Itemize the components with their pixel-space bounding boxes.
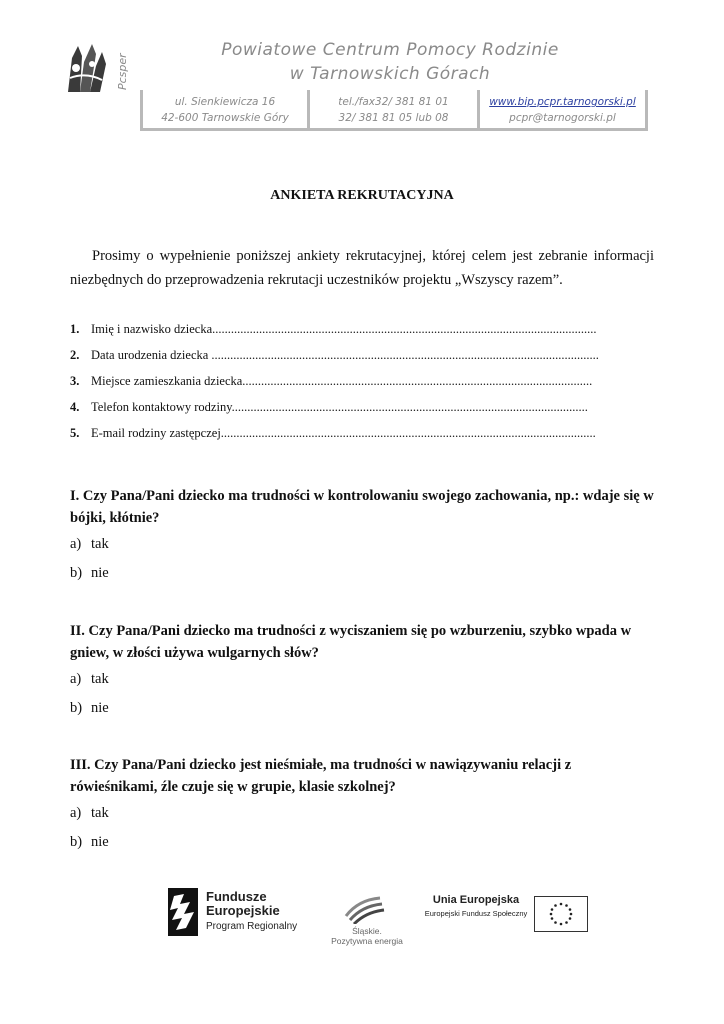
field-label: Miejsce zamieszkania dziecka................................................................................................................ bbox=[91, 374, 593, 388]
field-email bbox=[70, 426, 654, 452]
fe-line3: Program Regionalny bbox=[206, 921, 298, 932]
question-1: I. Czy Pana/Pani dziecko ma trudności w kontrolowaniu swojego zachowania, np.: wdaje się w bójki, kłótnie? bbox=[70, 488, 654, 526]
option-letter: a) bbox=[70, 671, 82, 687]
eu-flag-icon bbox=[534, 896, 588, 932]
question-2-options bbox=[70, 671, 370, 729]
address-line2: 42-600 Tarnowskie Góry bbox=[161, 112, 289, 124]
option-letter: b) bbox=[70, 565, 83, 581]
funding-logos-footer bbox=[150, 880, 590, 956]
fundusze-europejskie-logo-icon bbox=[166, 886, 200, 938]
field-birth-date bbox=[70, 348, 654, 374]
field-number: 2. bbox=[70, 348, 80, 362]
field-label: Imię i nazwisko dziecka........................................................................................................................... bbox=[91, 322, 597, 336]
pcpr-logo-vertical-text bbox=[104, 40, 134, 92]
option-item[interactable] bbox=[70, 700, 370, 729]
field-label: E-mail rodziny zastępczej........................................................................................................................ bbox=[91, 426, 596, 440]
ue-line1: Unia Europejska bbox=[432, 894, 520, 906]
option-label: nie bbox=[91, 834, 109, 850]
option-item[interactable] bbox=[70, 805, 370, 834]
slaskie-line1: Śląskie. bbox=[352, 926, 382, 936]
fe-line2: Europejskie bbox=[206, 903, 280, 918]
question-3: III. Czy Pana/Pani dziecko jest nieśmiałe, ma trudności w nawiązywaniu relacji z rówieśnikami, źle czuje się w grupie, klasie szkolnej? bbox=[70, 757, 572, 795]
letterhead bbox=[0, 0, 724, 140]
option-label: tak bbox=[91, 671, 109, 687]
field-label: Data urodzenia dziecka ............................................................................................................................ bbox=[91, 348, 599, 362]
option-letter: b) bbox=[70, 834, 83, 850]
address-cell bbox=[140, 90, 310, 128]
slaskie-text bbox=[322, 926, 412, 946]
contact-bar bbox=[140, 90, 648, 131]
field-child-name bbox=[70, 322, 654, 348]
field-phone bbox=[70, 400, 654, 426]
phone-line2: 32/ 381 81 05 lub 08 bbox=[338, 112, 449, 124]
org-name-line2: w Tarnowskich Górach bbox=[289, 64, 491, 84]
web-cell bbox=[480, 90, 648, 128]
personal-data-fields bbox=[70, 322, 654, 452]
slaskie-logo-icon bbox=[340, 894, 388, 924]
website-link[interactable]: www.bip.pcpr.tarnogorski.pl bbox=[489, 96, 636, 108]
ue-line2: Europejski Fundusz Społeczny bbox=[424, 909, 528, 918]
address-line1: ul. Sienkiewicza 16 bbox=[174, 96, 276, 108]
option-label: tak bbox=[91, 536, 109, 552]
phone-cell bbox=[310, 90, 480, 128]
field-number: 4. bbox=[70, 400, 80, 414]
organization-name bbox=[150, 38, 630, 86]
phone-line1: tel./fax32/ 381 81 01 bbox=[338, 96, 449, 108]
org-name-line1: Powiatowe Centrum Pomocy Rodzinie bbox=[221, 40, 559, 60]
fundusze-europejskie-text bbox=[206, 890, 297, 932]
option-item[interactable] bbox=[70, 671, 370, 700]
unia-europejska-text bbox=[420, 894, 532, 918]
question-1-options bbox=[70, 536, 370, 594]
option-label: nie bbox=[91, 700, 109, 716]
slaskie-line2: Pozytywna energia bbox=[331, 936, 403, 946]
option-letter: a) bbox=[70, 805, 82, 821]
question-3-options bbox=[70, 805, 370, 863]
logo-text: Pcsper bbox=[116, 53, 129, 90]
document-title: ANKIETA REKRUTACYJNA bbox=[270, 188, 454, 203]
intro-paragraph: Prosimy o wypełnienie poniższej ankiety rekrutacyjnej, której celem jest zebranie informacji niezbędnych do przeprowadzenia rekrutacji uczestników projektu „Wszyscy razem”. bbox=[70, 248, 654, 288]
option-item[interactable] bbox=[70, 536, 370, 565]
option-letter: b) bbox=[70, 700, 83, 716]
option-letter: a) bbox=[70, 536, 82, 552]
option-label: nie bbox=[91, 565, 109, 581]
field-number: 3. bbox=[70, 374, 80, 388]
field-label: Telefon kontaktowy rodziny.................................................................................................................. bbox=[91, 400, 588, 414]
field-number: 5. bbox=[70, 426, 80, 440]
question-2: II. Czy Pana/Pani dziecko ma trudności z wyciszaniem się po wzburzeniu, szybko wpada w gniew, w złości używa wulgarnych słów? bbox=[70, 623, 632, 661]
field-residence bbox=[70, 374, 654, 400]
option-label: tak bbox=[91, 805, 109, 821]
email-text: pcpr@tarnogorski.pl bbox=[509, 112, 616, 124]
field-number: 1. bbox=[70, 322, 80, 336]
option-item[interactable] bbox=[70, 834, 370, 863]
fe-line1: Fundusze bbox=[206, 889, 267, 904]
option-item[interactable] bbox=[70, 565, 370, 594]
